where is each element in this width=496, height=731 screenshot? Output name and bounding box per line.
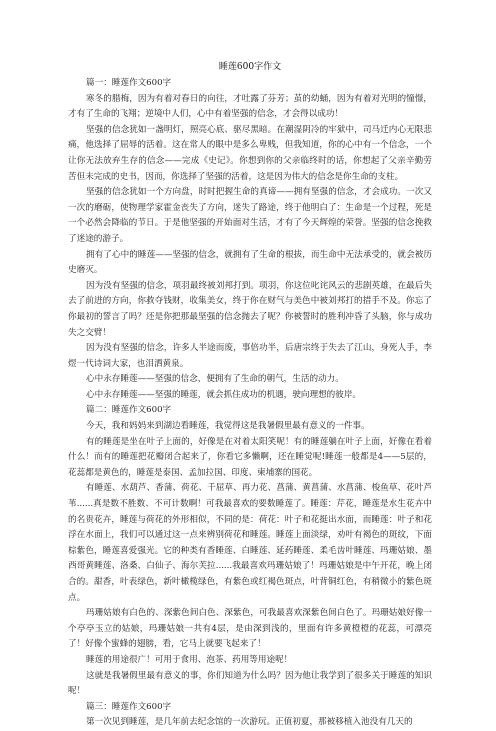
section-heading: 篇一：睡莲作文600字 — [86, 78, 172, 88]
paragraph: 因为没有坚强的信念，项羽最终被刘邦打到。项羽，你这位叱诧风云的悲剧英雄，在最后失去了前进的方向，你救夺钱财，收集美女，终于你在财气与美色中被刘邦打的措手不及。你忘了你最初的誓言了吗？还是你把那最坚强的信念抛去了呢？你被誓时的胜利冲昏了头脑，你与成功失之交臂！ — [68, 280, 432, 338]
paragraph: 今天，我和妈妈来到湖边看睡莲，我觉得这是我暑假里最有意义的一件事。 — [86, 421, 370, 432]
paragraph: 心中永存睡莲——坚强的睡莲，就会抓住成功的机遇，驶向理想的彼岸。 — [86, 389, 362, 400]
paragraph: 寒冬的腊梅，因为有着对春日的向往，才吐露了芬芳；茧的幼蛹，因为有着对光明的憧憬，才有了生命的飞翔；逆境中人们，心中有着坚强的信念，才会得以成功！ — [68, 93, 432, 120]
paragraph: 心中永存睡莲——坚强的信念，便拥有了生命的朝气，生活的动力。 — [86, 374, 344, 385]
document-title: 睡莲600字作文 — [218, 62, 282, 72]
paragraph: 坚强的信念犹如一个方向盘，时时把握生命的真谛——拥有坚强的信念，才会成功。一次又一次的磨砺，使物理学家霍金丧失了方向，迷失了路途，终于他明白了：生命是一个过程，死是一个必然会降临的节日。于是他坚强的开始面对生活，才有了今天辉煌的荣誉。坚强的信念挽救了迷途的游子。 — [68, 187, 432, 244]
paragraph: 这就是我暑假里最有意义的事，你们知道为什么吗？因为他让我学到了很多关于睡莲的知识呢！ — [68, 670, 432, 697]
paragraph: 有睡莲、水葫芦、香蒲、荷花、千屈草、再力花、菖蒲、黄菖蒲、水菖蒲、梭鱼草、花叶芦苇......真是数不胜数、不可计数啊！可我最喜欢的要数睡莲了。睡莲：芹花，睡莲是水生花卉中的名贵花卉，睡莲与荷花的外形相似，不同的是：荷花：叶子和花挺出水面，而睡莲：叶子和花浮在水面上，我们可以通过这一点来辨别荷花和睡莲。睡莲上面淡绿，劝叶有褐色的斑纹，下面棕紫色，睡莲喜爱强光。它的种类有香睡莲、白睡莲、延药睡莲、柔毛齿叶睡莲、玛珊姑娘、墨西哥黄睡莲、洛桑、白仙子、海尔芙拉......我最喜欢玛珊姑娘了！玛珊姑娘是中午开花，晚上闭合的。甜香，叶表绿色，新叶橄榄绿色，有紫色或红褐色斑点，叶背铜红色，有稍微小的紫色斑点。 — [68, 483, 432, 603]
paragraph: 坚强的信念犹如一盏明灯，照亮心底、驱尽黑暗。在潮湿阴冷的牢狱中，司马迁内心无限悲痛，他选择了屈辱的活着。这在常人的眼中是多么卑贱，但我知道，你的心中有一个信念，一个让你无法放弃生存的信念——完成《史记》。你想到你的父亲临终时的话，你想起了父亲辛勤劳苦但未完成的史书，因而，你选择了坚强的活着，这是因为伟大的信念是你生命的支柱。 — [68, 124, 432, 182]
paragraph: 拥有了心中的睡莲——坚强的信念，就拥有了生命的根拔，而生命中无法承受的，就会被历史磨灭。 — [68, 249, 432, 276]
paragraph: 因为没有坚强的信念，许多人半途而废，事倍功半，后唐宗终于失去了江山，身死人手，李煜一代诗词大家，也泪洒黄泉。 — [68, 343, 432, 369]
document-body — [68, 76, 432, 731]
paragraph: 睡莲的用途很广！可用于食用、泡茶、药用等用途呢！ — [86, 654, 293, 665]
paragraph: 玛珊姑娘有白色的、深紫色间白色、深紫色，可我最喜欢深紫色间白色了。玛珊姑娘好像一个亭亭玉立的姑娘，玛珊姑娘一共有4层，是由深到浅的，里面有许多黄橙橙的花蕊，可漂亮了！好像个蜜蜂的翅膀，看，它马上就要飞起来了！ — [68, 608, 432, 650]
section-heading: 篇三：睡莲作文600字 — [86, 701, 172, 712]
paragraph: 有的睡莲是坐在叶子上面的，好像是在对着太阳笑呢！有的睡莲躺在叶子上面，好像在看着什么！而有的睡莲把花瓣闭合起来了，你看它多懒啊，还在睡觉呢!睡莲一般都是4——5层的，花蕊都是黄色的，睡莲是泰国、孟加拉国、印度、柬埔寨的国花。 — [68, 436, 432, 478]
section-heading: 篇二：睡莲作文600字 — [86, 405, 172, 416]
paragraph: 第一次见到睡莲，是几年前去纪念馆的一次游玩。正值初夏，那被移植入池没有几天的 — [86, 717, 413, 728]
